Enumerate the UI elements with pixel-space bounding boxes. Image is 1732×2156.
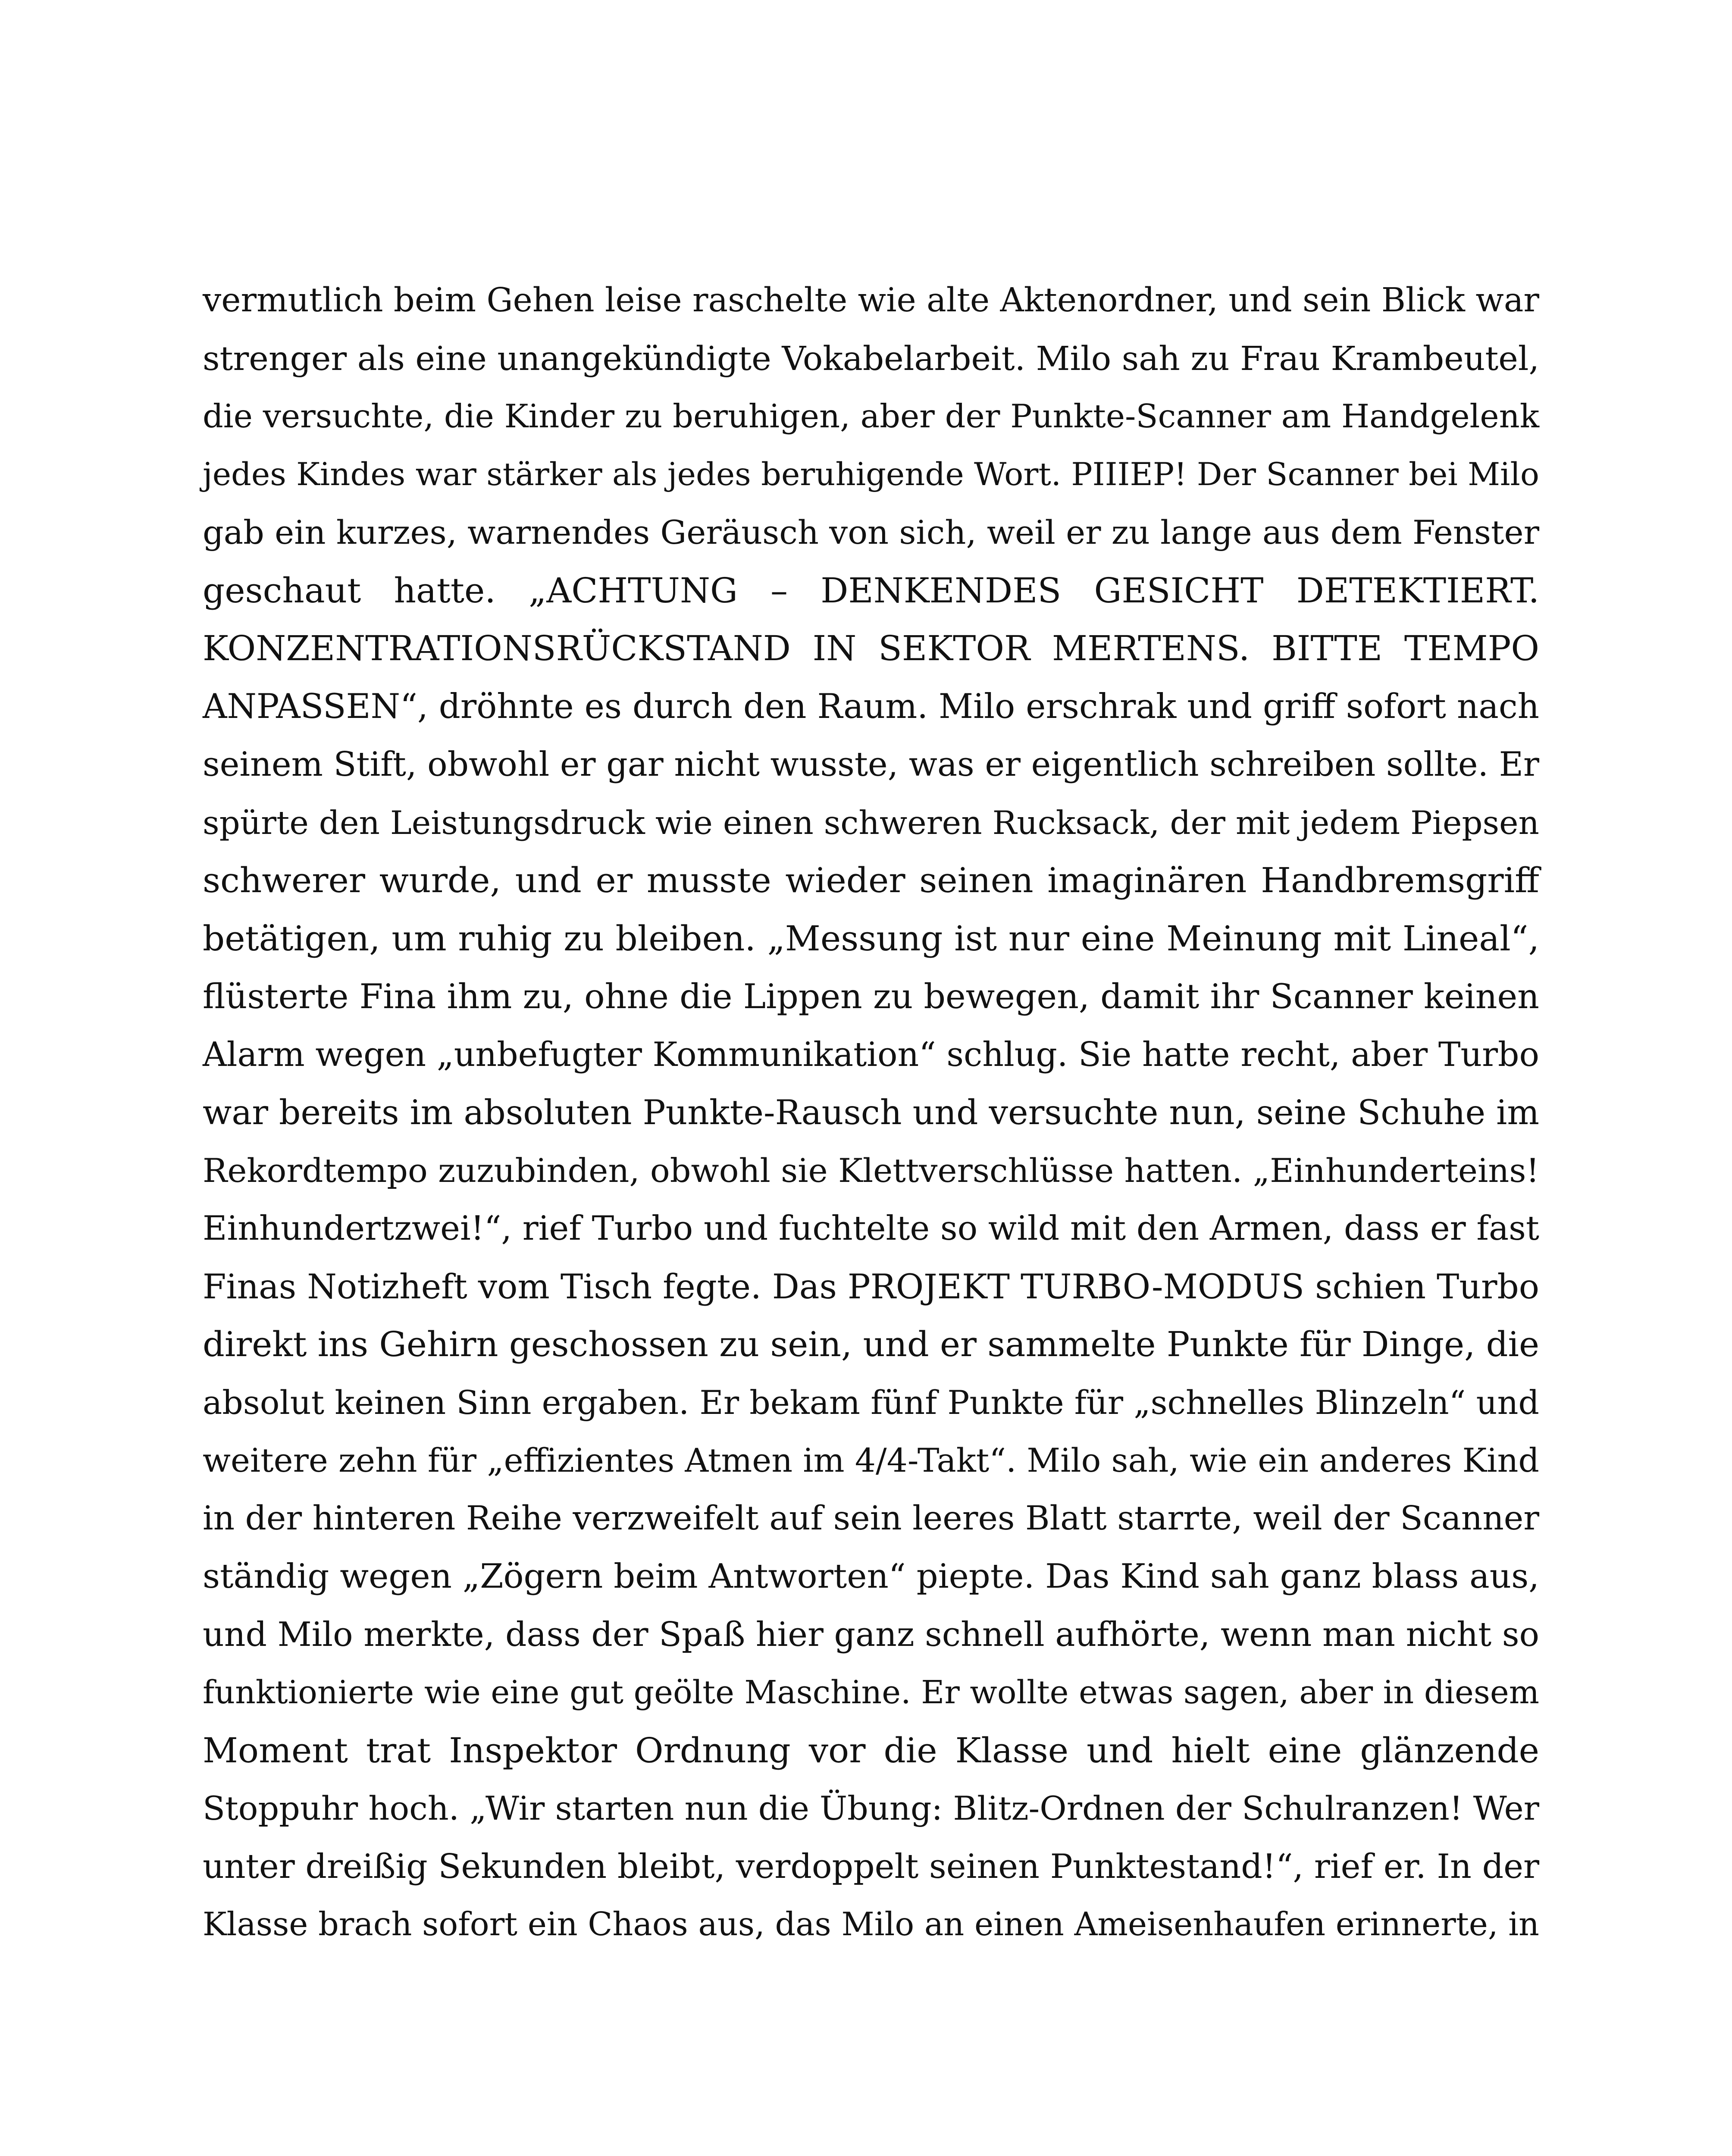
text-line: KONZENTRATIONSRÜCKSTAND IN SEKTOR MERTENS. BITTE TEMPO [203,628,1539,668]
text-line: Moment trat Inspektor Ordnung vor die Klasse und hielt eine glänzende [203,1730,1539,1771]
text-line: war bereits im absoluten Punkte-Rausch und versuchte nun, seine Schuhe im [203,1093,1539,1132]
text-line: strenger als eine unangekündigte Vokabelarbeit. Milo sah zu Frau Krambeutel, [203,339,1539,378]
text-line: funktionierte wie eine gut geölte Maschine. Er wollte etwas sagen, aber in diesem [203,1674,1539,1711]
text-line: vermutlich beim Gehen leise raschelte wie alte Aktenordner, und sein Blick war [203,281,1539,320]
text-line: spürte den Leistungsdruck wie einen schweren Rucksack, der mit jedem Piepsen [203,803,1539,842]
text-line: in der hinteren Reihe verzweifelt auf sein leeres Blatt starrte, weil der Scanner [203,1499,1539,1538]
text-line: jedes Kindes war stärker als jedes beruhigende Wort. PIIIEP! Der Scanner bei Milo [203,456,1539,493]
text-line: ständig wegen „Zögern beim Antworten“ piepte. Das Kind sah ganz blass aus, [203,1557,1539,1596]
text-line: flüsterte Fina ihm zu, ohne die Lippen zu bewegen, damit ihr Scanner keinen [203,977,1539,1016]
text-line: ANPASSEN“, dröhnte es durch den Raum. Milo erschrak und griff sofort nach [203,686,1539,726]
text-line: gab ein kurzes, warnendes Geräusch von sich, weil er zu lange aus dem Fenster [203,513,1539,552]
text-line: betätigen, um ruhig zu bleiben. „Messung ist nur eine Meinung mit Lineal“, [203,918,1539,959]
text-line: geschaut hatte. „ACHTUNG – DENKENDES GESICHT DETEKTIERT. [203,570,1539,611]
text-line: Stoppuhr hoch. „Wir starten nun die Übung: Blitz-Ordnen der Schulranzen! Wer [203,1789,1539,1827]
text-line: absolut keinen Sinn ergaben. Er bekam fünf Punkte für „schnelles Blinzeln“ und [203,1383,1539,1422]
text-line: direkt ins Gehirn geschossen zu sein, und er sammelte Punkte für Dinge, die [203,1324,1539,1364]
text-line: weitere zehn für „effizientes Atmen im 4/4-Takt“. Milo sah, wie ein anderes Kind [203,1442,1539,1479]
text-line: Rekordtempo zuzubinden, obwohl sie Klettverschlüsse hatten. „Einhunderteins! [203,1151,1539,1190]
text-line: schwerer wurde, und er musste wieder seinen imaginären Handbremsgriff [203,860,1539,900]
text-line: seinem Stift, obwohl er gar nicht wusste, was er eigentlich schreiben sollte. Er [203,745,1539,784]
body-text [203,272,1539,1954]
text-line: und Milo merkte, dass der Spaß hier ganz schnell aufhörte, wenn man nicht so [203,1615,1539,1654]
text-line: Einhundertzwei!“, rief Turbo und fuchtelte so wild mit den Armen, dass er fast [203,1209,1539,1248]
text-line: Alarm wegen „unbefugter Kommunikation“ schlug. Sie hatte recht, aber Turbo [203,1035,1539,1074]
text-line: Finas Notizheft vom Tisch fegte. Das PROJEKT TURBO-MODUS schien Turbo [203,1266,1539,1307]
text-line: unter dreißig Sekunden bleibt, verdoppelt seinen Punktestand!“, rief er. In der [203,1847,1539,1886]
text-line: Klasse brach sofort ein Chaos aus, das Milo an einen Ameisenhaufen erinnerte, in [203,1905,1539,1943]
text-line: die versuchte, die Kinder zu beruhigen, aber der Punkte-Scanner am Handgelenk [203,398,1539,435]
